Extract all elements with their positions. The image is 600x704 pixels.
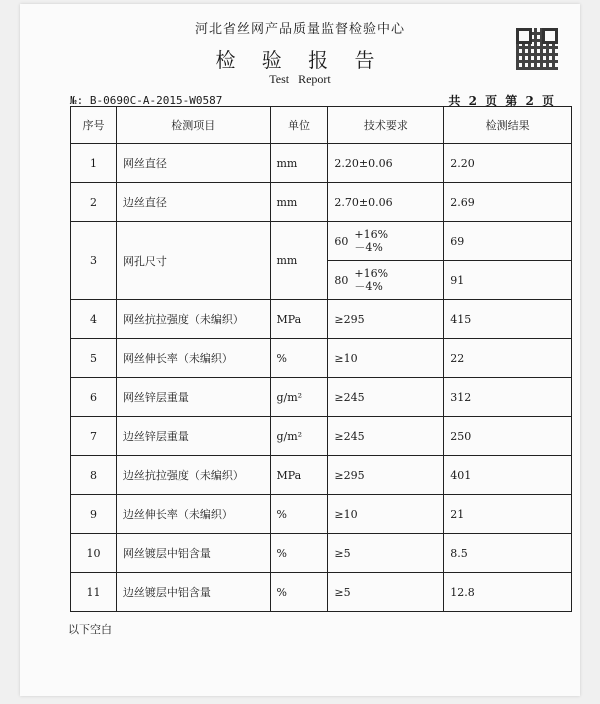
result: 2.69 bbox=[444, 183, 572, 222]
column-header: 序号 bbox=[71, 107, 117, 144]
page-info: 共 2 页 第 2 页 bbox=[448, 94, 554, 108]
table-row bbox=[71, 534, 572, 573]
row-number: 8 bbox=[71, 456, 117, 495]
test-item: 网丝镀层中铝含量 bbox=[116, 534, 270, 573]
unit: MPa bbox=[270, 300, 328, 339]
test-item: 边丝抗拉强度（未编织） bbox=[116, 456, 270, 495]
result: 415 bbox=[444, 300, 572, 339]
table-row bbox=[71, 495, 572, 534]
row-number: 10 bbox=[71, 534, 117, 573]
row-number: 9 bbox=[71, 495, 117, 534]
result: 12.8 bbox=[444, 573, 572, 612]
requirement: ≥295 bbox=[328, 300, 444, 339]
unit: mm bbox=[270, 144, 328, 183]
row-number: 11 bbox=[71, 573, 117, 612]
requirement: ≥10 bbox=[328, 339, 444, 378]
column-header: 技术要求 bbox=[328, 107, 444, 144]
test-item: 网丝直径 bbox=[116, 144, 270, 183]
unit: % bbox=[270, 339, 328, 378]
test-item: 网丝伸长率（未编织） bbox=[116, 339, 270, 378]
organization-name: 河北省丝网产品质量监督检验中心 bbox=[194, 22, 405, 37]
report-number: №: B-0690C-A-2015-W0587 bbox=[70, 94, 223, 107]
report-subtitle: Test Report bbox=[269, 72, 331, 86]
requirement: ≥5 bbox=[328, 534, 444, 573]
tolerance-plus: +16% bbox=[354, 267, 389, 280]
unit: g/m² bbox=[270, 378, 328, 417]
tolerance-plus: +16% bbox=[354, 228, 389, 241]
row-number: 5 bbox=[71, 339, 117, 378]
table-row bbox=[71, 300, 572, 339]
tolerance-minus: －4% bbox=[354, 241, 383, 254]
column-header: 检测项目 bbox=[116, 107, 270, 144]
test-item: 边丝锌层重量 bbox=[116, 417, 270, 456]
results-table bbox=[70, 106, 572, 612]
requirement-base: 60 bbox=[334, 234, 349, 248]
tolerance-minus: －4% bbox=[354, 280, 383, 293]
result: 401 bbox=[444, 456, 572, 495]
row-number: 3 bbox=[71, 222, 117, 300]
result: 21 bbox=[444, 495, 572, 534]
test-item: 边丝伸长率（未编织） bbox=[116, 495, 270, 534]
requirement-base: 80 bbox=[334, 273, 349, 287]
result: 250 bbox=[444, 417, 572, 456]
test-item: 边丝直径 bbox=[116, 183, 270, 222]
row-number: 1 bbox=[71, 144, 117, 183]
table-row bbox=[71, 144, 572, 183]
table-header-row bbox=[71, 107, 572, 144]
row-number: 2 bbox=[71, 183, 117, 222]
table-row bbox=[71, 573, 572, 612]
end-of-report-note: 以下空白 bbox=[68, 623, 112, 636]
column-header: 单位 bbox=[270, 107, 328, 144]
unit: mm bbox=[270, 222, 328, 300]
result: 2.20 bbox=[444, 144, 572, 183]
test-item: 网丝抗拉强度（未编织） bbox=[116, 300, 270, 339]
row-number: 4 bbox=[71, 300, 117, 339]
result: 8.5 bbox=[444, 534, 572, 573]
result: 69 bbox=[444, 222, 572, 261]
table-row bbox=[71, 222, 572, 261]
report-title: 检 验 报 告 bbox=[215, 48, 385, 72]
row-number: 7 bbox=[71, 417, 117, 456]
requirement bbox=[328, 222, 444, 261]
requirement: 2.20±0.06 bbox=[328, 144, 444, 183]
result: 22 bbox=[444, 339, 572, 378]
unit: % bbox=[270, 573, 328, 612]
test-item: 网丝锌层重量 bbox=[116, 378, 270, 417]
table-row bbox=[71, 183, 572, 222]
result: 91 bbox=[444, 261, 572, 300]
table-row bbox=[71, 417, 572, 456]
requirement bbox=[328, 261, 444, 300]
unit: g/m² bbox=[270, 417, 328, 456]
requirement: ≥295 bbox=[328, 456, 444, 495]
table-row bbox=[71, 339, 572, 378]
test-item: 边丝镀层中铝含量 bbox=[116, 573, 270, 612]
report-page bbox=[20, 4, 580, 696]
requirement: ≥245 bbox=[328, 378, 444, 417]
row-number: 6 bbox=[71, 378, 117, 417]
unit: % bbox=[270, 495, 328, 534]
unit: MPa bbox=[270, 456, 328, 495]
requirement: ≥245 bbox=[328, 417, 444, 456]
requirement: ≥5 bbox=[328, 573, 444, 612]
table-row bbox=[71, 378, 572, 417]
requirement: ≥10 bbox=[328, 495, 444, 534]
result: 312 bbox=[444, 378, 572, 417]
test-item: 网孔尺寸 bbox=[116, 222, 270, 300]
unit: % bbox=[270, 534, 328, 573]
unit: mm bbox=[270, 183, 328, 222]
table-row bbox=[71, 456, 572, 495]
requirement: 2.70±0.06 bbox=[328, 183, 444, 222]
column-header: 检测结果 bbox=[444, 107, 572, 144]
